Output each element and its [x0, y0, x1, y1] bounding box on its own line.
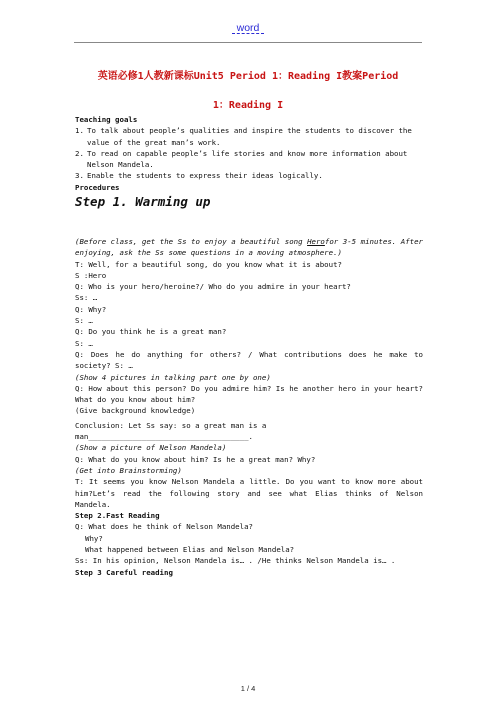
dialog-line: T: Well, for a beautiful song, do you know what it is about?	[75, 259, 342, 269]
goal-item	[75, 170, 423, 181]
page-number: 1 / 4	[240, 684, 256, 693]
doc-title-line2: 1：Reading I	[212, 100, 284, 111]
doc-title-line1: 英语必修1人教新课标Unit5 Period 1：Reading I教案Period	[97, 71, 399, 82]
dialog-line: S :Hero	[75, 270, 107, 280]
header-underline	[232, 33, 264, 34]
intro-text-b: for 3-5 minutes. After enjoying, ask the Ss some questions in a moving atmosphere.)	[75, 237, 423, 258]
header-word: word	[236, 22, 260, 34]
goal-item	[75, 125, 423, 148]
teacher-mandela: T: It seems you know Nelson Mandela a little. Do you want to know more about him?Let’s read the following story and see what Elias thinks of Nelson Mandela.	[75, 477, 423, 509]
conclusion-blank: man____________________________________.	[75, 432, 253, 442]
conclusion-line: Conclusion: Let Ss say: so a great man is a	[75, 420, 267, 430]
goal-number: 1.	[75, 126, 84, 136]
goal-number: 3.	[75, 171, 84, 181]
song-name: Hero	[307, 237, 325, 246]
goal-item	[75, 148, 423, 171]
background-note: (Give background knowledge)	[75, 406, 196, 416]
warming-up-section	[75, 236, 423, 578]
dialog-line: Q: Do you think he is a great man?	[75, 327, 227, 337]
question-person: Q: How about this person? Do you admire him? Is he another hero in your heart? What do you know about him?	[75, 383, 423, 405]
question-mandela: Q: What do you know about him? Is he a great man? Why?	[75, 454, 316, 464]
intro-text-a: (Before class, get the Ss to enjoy a beautiful song	[75, 237, 308, 246]
goal-text: Enable the students to express their ideas logically.	[87, 171, 323, 181]
goal-number: 2.	[75, 148, 84, 158]
dialog-line: Q: Why?	[75, 304, 107, 314]
brainstorm-note: (Get into Brainstorming)	[75, 465, 182, 475]
show-pictures-note: (Show 4 pictures in talking part one by one)	[75, 372, 271, 382]
dialog-line: S: …	[75, 338, 93, 348]
show-mandela-note: (Show a picture of Nelson Mandela)	[75, 443, 227, 453]
header-rule	[74, 42, 422, 43]
step3-heading: Step 3 Careful reading	[75, 567, 173, 577]
dialog-line: Q: Who is your hero/heroine?/ Who do you admire in your heart?	[75, 282, 351, 292]
step2-heading: Step 2.Fast Reading	[75, 511, 160, 521]
goals-section	[75, 114, 423, 193]
intro-instruction	[75, 236, 423, 259]
goals-heading: Teaching goals	[75, 115, 138, 124]
step1-heading: Step 1. Warming up	[75, 194, 211, 209]
fast-question-2: What happened between Elias and Nelson Mandela?	[85, 545, 295, 555]
dialog-line: Ss: …	[75, 293, 98, 303]
dialog-line: S: …	[75, 316, 93, 326]
dialog-line: Q: Does he do anything for others? / What contributions does he make to society? S: …	[75, 349, 423, 371]
fast-question-1: Q: What does he think of Nelson Mandela?	[75, 522, 253, 532]
goal-text: To read on capable people’s life stories and know more information about Nelson Mandela.	[87, 148, 408, 170]
fast-why: Why?	[85, 533, 103, 543]
goal-text: To talk about people’s qualities and inspire the students to discover the value of the great man’s work.	[87, 126, 412, 147]
procedures-heading: Procedures	[75, 182, 120, 192]
fast-student-answer: Ss: In his opinion, Nelson Mandela is… . /He thinks Nelson Mandela is… .	[75, 556, 396, 566]
